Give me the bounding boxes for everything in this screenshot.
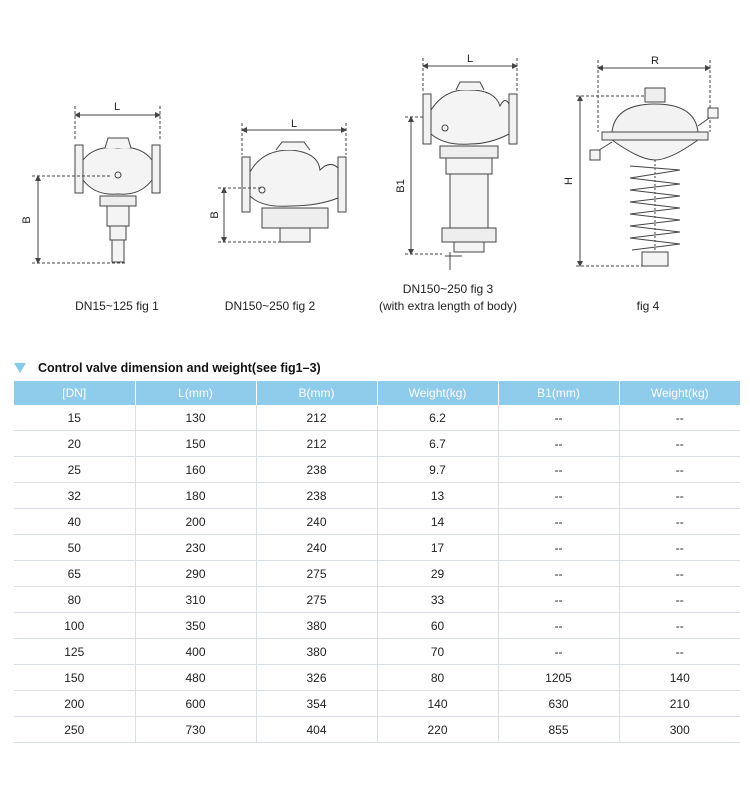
cell-weight: 13 xyxy=(377,483,498,509)
cell-b: 380 xyxy=(256,639,377,665)
table-header-row xyxy=(14,381,740,405)
table-row xyxy=(14,717,740,743)
cell-weight-2: 210 xyxy=(619,691,740,717)
cell-weight-2: -- xyxy=(619,561,740,587)
table-row xyxy=(14,639,740,665)
cell-b1: 855 xyxy=(498,717,619,743)
fig2-drawing xyxy=(218,123,346,242)
cell-b: 275 xyxy=(256,587,377,613)
table-row xyxy=(14,587,740,613)
cell-l: 230 xyxy=(135,535,256,561)
table-row xyxy=(14,691,740,717)
cell-weight: 33 xyxy=(377,587,498,613)
cell-weight: 14 xyxy=(377,509,498,535)
table-row xyxy=(14,431,740,457)
cell-l: 400 xyxy=(135,639,256,665)
header-l: L(mm) xyxy=(135,381,256,405)
cell-dn: 65 xyxy=(14,561,135,587)
section-title: Control valve dimension and weight(see fig1–3) xyxy=(38,361,321,375)
cell-b1: -- xyxy=(498,587,619,613)
cell-weight: 6.2 xyxy=(377,405,498,431)
cell-weight: 70 xyxy=(377,639,498,665)
cell-dn: 25 xyxy=(14,457,135,483)
cell-b: 380 xyxy=(256,613,377,639)
cell-l: 290 xyxy=(135,561,256,587)
cell-b1: -- xyxy=(498,405,619,431)
fig2-dim-l: L xyxy=(290,118,298,130)
cell-b: 238 xyxy=(256,483,377,509)
cell-b: 212 xyxy=(256,431,377,457)
cell-b1: 1205 xyxy=(498,665,619,691)
cell-weight: 60 xyxy=(377,613,498,639)
cell-b: 354 xyxy=(256,691,377,717)
cell-b1: -- xyxy=(498,561,619,587)
cell-weight-2: 140 xyxy=(619,665,740,691)
header-b: B(mm) xyxy=(256,381,377,405)
cell-dn: 80 xyxy=(14,587,135,613)
table-row xyxy=(14,509,740,535)
cell-weight-2: -- xyxy=(619,639,740,665)
cell-b1: -- xyxy=(498,613,619,639)
cell-weight-2: 300 xyxy=(619,717,740,743)
cell-dn: 125 xyxy=(14,639,135,665)
table-row xyxy=(14,535,740,561)
cell-l: 160 xyxy=(135,457,256,483)
cell-b: 326 xyxy=(256,665,377,691)
cell-weight: 17 xyxy=(377,535,498,561)
cell-b: 212 xyxy=(256,405,377,431)
cell-dn: 250 xyxy=(14,717,135,743)
header-weight-2: Weight(kg) xyxy=(619,381,740,405)
cell-weight-2: -- xyxy=(619,613,740,639)
cell-l: 480 xyxy=(135,665,256,691)
section-title-row xyxy=(14,358,321,378)
cell-l: 200 xyxy=(135,509,256,535)
cell-l: 350 xyxy=(135,613,256,639)
fig3-dim-l: L xyxy=(466,53,474,65)
cell-weight-2: -- xyxy=(619,509,740,535)
cell-b1: -- xyxy=(498,431,619,457)
cell-l: 730 xyxy=(135,717,256,743)
cell-b: 240 xyxy=(256,535,377,561)
cell-b1: -- xyxy=(498,535,619,561)
cell-l: 180 xyxy=(135,483,256,509)
cell-b1: -- xyxy=(498,639,619,665)
cell-weight-2: -- xyxy=(619,457,740,483)
table-row xyxy=(14,613,740,639)
cell-l: 310 xyxy=(135,587,256,613)
fig3-drawing xyxy=(405,58,517,270)
fig1-caption: DN15~125 fig 1 xyxy=(75,299,159,313)
cell-weight-2: -- xyxy=(619,587,740,613)
cell-weight-2: -- xyxy=(619,405,740,431)
table-row xyxy=(14,665,740,691)
cell-weight: 29 xyxy=(377,561,498,587)
cell-weight-2: -- xyxy=(619,535,740,561)
cell-b: 240 xyxy=(256,509,377,535)
fig4-drawing xyxy=(576,60,718,266)
fig3-dim-b1: B1 xyxy=(395,179,407,193)
cell-dn: 40 xyxy=(14,509,135,535)
cell-weight: 140 xyxy=(377,691,498,717)
dimension-weight-table xyxy=(14,381,740,743)
cell-b: 238 xyxy=(256,457,377,483)
cell-b1: -- xyxy=(498,457,619,483)
cell-weight: 9.7 xyxy=(377,457,498,483)
table-row xyxy=(14,405,740,431)
cell-b1: -- xyxy=(498,483,619,509)
fig1-drawing xyxy=(32,106,160,263)
fig2-dim-b: B xyxy=(209,211,221,219)
fig3-caption-line1: DN150~250 fig 3 xyxy=(402,282,494,296)
cell-weight-2: -- xyxy=(619,431,740,457)
table-row xyxy=(14,483,740,509)
cell-dn: 15 xyxy=(14,405,135,431)
fig4-dim-h: H xyxy=(563,177,575,185)
header-b1: B1(mm) xyxy=(498,381,619,405)
table-row xyxy=(14,561,740,587)
cell-b: 275 xyxy=(256,561,377,587)
table-row xyxy=(14,457,740,483)
figures-area xyxy=(0,0,750,340)
header-dn: [DN] xyxy=(14,381,135,405)
cell-dn: 100 xyxy=(14,613,135,639)
fig1-dim-l: L xyxy=(113,101,121,113)
cell-weight-2: -- xyxy=(619,483,740,509)
cell-l: 600 xyxy=(135,691,256,717)
cell-b1: -- xyxy=(498,509,619,535)
fig4-dim-r: R xyxy=(651,55,659,67)
cell-dn: 200 xyxy=(14,691,135,717)
fig1-dim-b: B xyxy=(21,216,33,224)
cell-dn: 20 xyxy=(14,431,135,457)
cell-weight: 6.7 xyxy=(377,431,498,457)
cell-b1: 630 xyxy=(498,691,619,717)
fig4-caption: fig 4 xyxy=(636,299,660,313)
cell-dn: 150 xyxy=(14,665,135,691)
fig3-caption-line2: (with extra length of body) xyxy=(378,299,518,313)
cell-dn: 50 xyxy=(14,535,135,561)
cell-l: 130 xyxy=(135,405,256,431)
fig2-caption: DN150~250 fig 2 xyxy=(224,299,316,313)
triangle-bullet-icon xyxy=(14,363,26,373)
cell-weight: 220 xyxy=(377,717,498,743)
cell-dn: 32 xyxy=(14,483,135,509)
cell-b: 404 xyxy=(256,717,377,743)
cell-weight: 80 xyxy=(377,665,498,691)
header-weight: Weight(kg) xyxy=(377,381,498,405)
cell-l: 150 xyxy=(135,431,256,457)
